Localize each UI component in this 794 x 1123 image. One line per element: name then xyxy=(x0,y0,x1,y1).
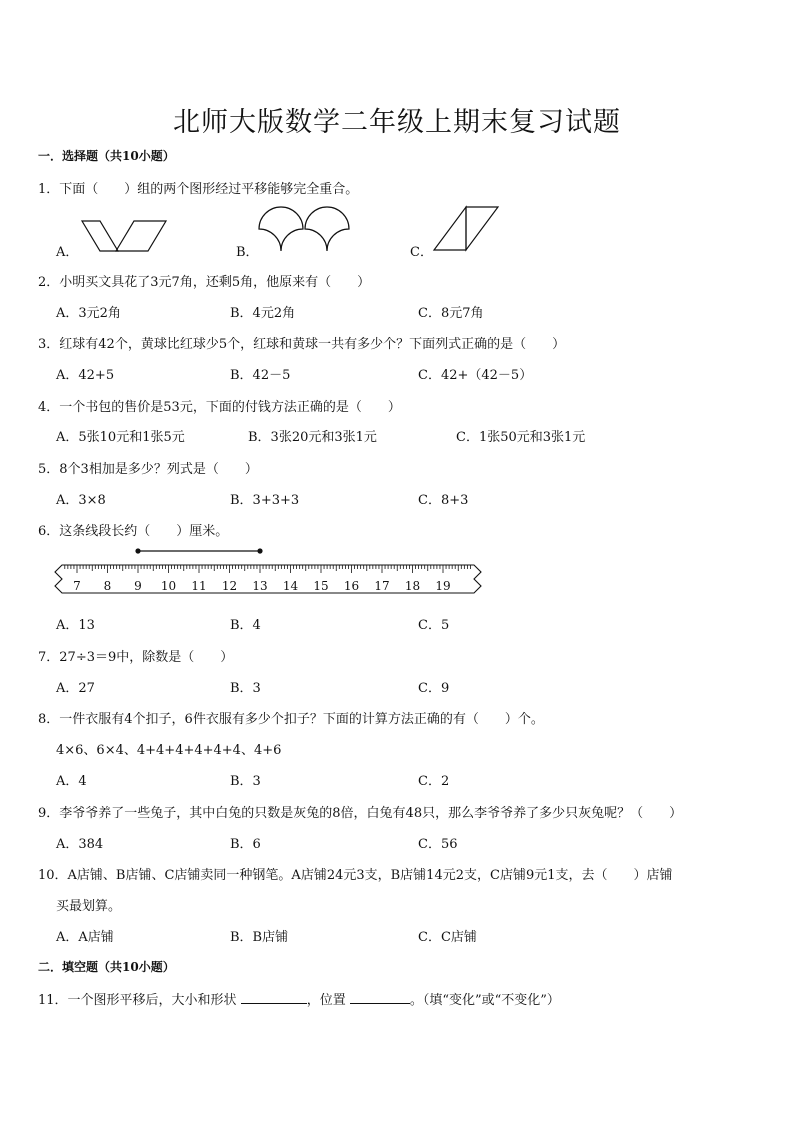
ruler-label: 17 xyxy=(374,579,390,593)
q10-option-a: A．A店铺 xyxy=(56,930,114,945)
q2-option-a: A．3元2角 xyxy=(56,306,121,321)
question-8: 8．一件衣服有4个扣子，6件衣服有多少个扣子？下面的计算方法正确的有（ ）个。 xyxy=(38,712,544,727)
question-1: 1．下面（ ）组的两个图形经过平移能够完全重合。 xyxy=(38,182,359,197)
q8-option-a: A．4 xyxy=(56,774,87,789)
q10-option-b: B．B店铺 xyxy=(230,930,289,945)
ruler-label: 14 xyxy=(282,579,299,593)
question-5: 5．8个3相加是多少？列式是（ ） xyxy=(38,462,258,477)
question-10: 10．A店铺、B店铺、C店铺卖同一种钢笔。A店铺24元3支，B店铺14元2支，C店铺9元1支，去（ ）店铺 xyxy=(38,868,673,883)
ruler-label: 16 xyxy=(343,579,360,593)
q6-option-a: A．13 xyxy=(56,618,95,633)
q3-option-c: C．42+（42－5） xyxy=(418,368,533,383)
question-3: 3．红球有42个，黄球比红球少5个，红球和黄球一共有多少个？下面列式正确的是（ ） xyxy=(38,337,566,352)
question-4: 4．一个书包的售价是53元，下面的付钱方法正确的是（ ） xyxy=(38,400,401,415)
question-2: 2．小明买文具花了3元7角，还剩5角，他原来有（ ） xyxy=(38,275,371,290)
page-title: 北师大版数学二年级上期末复习试题 xyxy=(173,107,621,138)
ruler-label: 7 xyxy=(73,579,81,593)
ruler-labels xyxy=(73,579,450,593)
segment-endpoint-start xyxy=(135,548,140,553)
q9-option-b: B．6 xyxy=(230,837,261,852)
ruler-ticks xyxy=(65,565,471,573)
ruler-label: 19 xyxy=(435,579,451,593)
question-6: 6．这条线段长约（ ）厘米。 xyxy=(38,524,229,539)
q3-option-a: A．42+5 xyxy=(56,368,115,383)
q1-figure-c xyxy=(430,204,502,254)
q1-option-b: B． xyxy=(236,245,259,260)
q9-option-c: C．56 xyxy=(418,837,458,852)
q1-option-a: A． xyxy=(56,245,79,260)
segment-endpoint-end xyxy=(257,548,262,553)
q1-option-c: C． xyxy=(410,245,433,260)
q11-text-3: 。（填“变化”或“不变化”） xyxy=(409,993,560,1008)
q11-text-1: 11．一个图形平移后，大小和形状 xyxy=(38,993,237,1008)
q4-option-c: C．1张50元和3张1元 xyxy=(456,430,586,445)
ruler-label: 12 xyxy=(221,579,238,593)
ruler-label: 10 xyxy=(160,579,177,593)
q4-option-b: B．3张20元和3张1元 xyxy=(248,430,377,445)
ruler-label: 11 xyxy=(191,579,207,593)
ruler-figure xyxy=(50,542,490,602)
q5-option-b: B．3+3+3 xyxy=(230,493,300,508)
q11-blank-shape[interactable] xyxy=(241,991,307,1004)
question-11 xyxy=(38,989,560,1008)
q2-option-c: C．8元7角 xyxy=(418,306,484,321)
ruler-label: 18 xyxy=(404,579,421,593)
q7-option-a: A．27 xyxy=(56,681,95,696)
question-10-continued: 买最划算。 xyxy=(56,899,122,914)
q8-option-b: B．3 xyxy=(230,774,261,789)
q6-option-b: B．4 xyxy=(230,618,261,633)
q1-figure-b xyxy=(256,205,356,253)
ruler-label: 15 xyxy=(313,579,329,593)
ruler-label: 8 xyxy=(103,579,112,593)
q1-figure-a xyxy=(80,219,170,255)
q11-blank-position[interactable] xyxy=(350,991,410,1004)
q11-text-2: ，位置 xyxy=(306,993,346,1008)
q5-option-c: C．8+3 xyxy=(418,493,469,508)
q9-option-a: A．384 xyxy=(56,837,104,852)
q7-option-b: B．3 xyxy=(230,681,261,696)
q6-option-c: C．5 xyxy=(418,618,450,633)
ruler-label: 9 xyxy=(134,579,142,593)
ruler-label: 13 xyxy=(252,579,268,593)
q5-option-a: A．3×8 xyxy=(56,493,106,508)
question-9: 9．李爷爷养了一些兔子，其中白兔的只数是灰兔的8倍，白兔有48只，那么李爷爷养了多少只灰兔呢？（ ） xyxy=(38,806,683,821)
q10-option-c: C．C店铺 xyxy=(418,930,477,945)
section-heading-choice: 一．选择题（共10小题） xyxy=(38,149,175,163)
question-7: 7．27÷3＝9中，除数是（ ） xyxy=(38,650,234,665)
q8-expressions: 4×6、6×4、4+4+4+4+4+4、4+6 xyxy=(56,743,282,758)
q3-option-b: B．42－5 xyxy=(230,368,291,383)
section-heading-fill: 二．填空题（共10小题） xyxy=(38,960,175,974)
q4-option-a: A．5张10元和1张5元 xyxy=(56,430,185,445)
q8-option-c: C．2 xyxy=(418,774,450,789)
q2-option-b: B．4元2角 xyxy=(230,306,296,321)
q7-option-c: C．9 xyxy=(418,681,450,696)
